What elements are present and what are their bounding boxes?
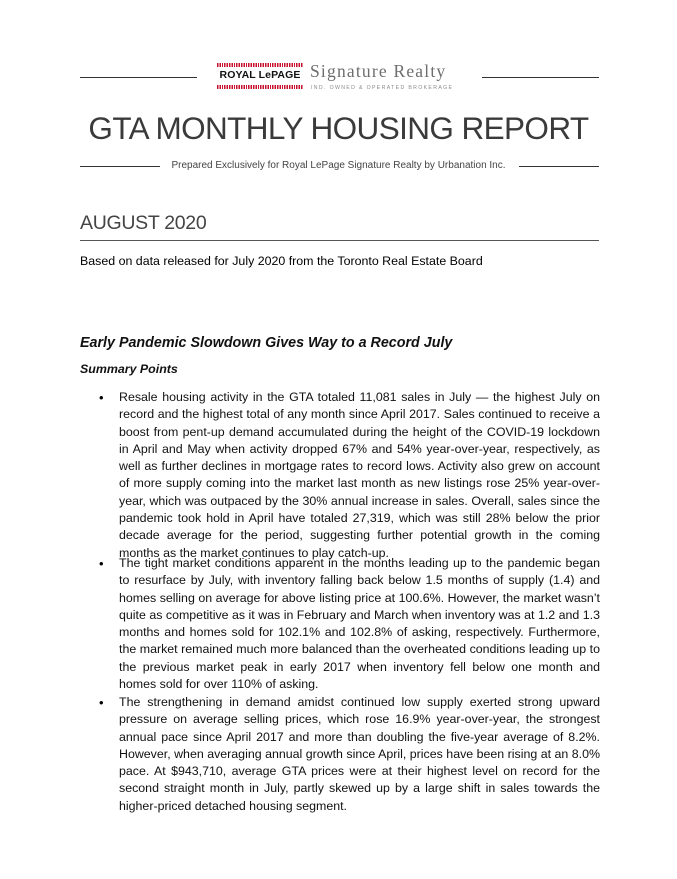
prepared-rule-right — [519, 166, 599, 167]
header-rule-left — [80, 77, 197, 78]
royal-lepage-logo — [217, 63, 303, 91]
prepared-by-line: Prepared Exclusively for Royal LePage Signature Realty by Urbanation Inc. — [171, 160, 506, 171]
report-month: AUGUST 2020 — [80, 212, 207, 234]
month-underline — [80, 240, 599, 241]
brokerage-tagline: IND. OWNED & OPERATED BROKERAGE — [311, 85, 454, 91]
bullet-icon: • — [99, 556, 104, 571]
report-title: GTA MONTHLY HOUSING REPORT — [88, 110, 589, 146]
brokerage-logo — [217, 63, 464, 95]
summary-point-1: Resale housing activity in the GTA totaled 11,081 sales in July — the highest July on record and the highest total of any month since April 2017. Sales continued to receive a boost from pent-up demand accumulated during the height of the COVID-19 lockdown in April and May when activity dropped 67% and 54% year-over-year, respectively, as well as further declines in mortgage rates to record lows. Activity also grew on account of more supply coming into the market last month as new listings rose 25% year-over-year, which was outpaced by the 30% annual increase in sales. Overall, sales since the pandemic took hold in April have totaled 27,319, which was still 28% below the prior decade average for the period, suggesting further potential growth in the coming months as the market continues to play catch-up. — [119, 390, 600, 560]
logo-bars-bottom — [217, 85, 303, 89]
brokerage-name: Signature Realty — [310, 61, 447, 81]
summary-point-2: The tight market conditions apparent in the months leading up to the pandemic began to resurface by July, with inventory falling back below 1.5 months of supply (1.4) and homes selling on average for above listing price at 100.6%. However, the market wasn’t quite as competitive as it was in February and March when inventory was at 1.2 and 1.3 months and homes sold for 102.1% and 102.8% of asking, respectively. Furthermore, the market remained much more balanced than the overheated conditions leading up to the previous market peak in early 2017 when inventory fell below one month and homes sold for over 110% of asking. — [119, 556, 600, 692]
data-source-line: Based on data released for July 2020 from the Toronto Real Estate Board — [80, 254, 483, 268]
article-headline: Early Pandemic Slowdown Gives Way to a Record July — [80, 335, 453, 351]
logo-bars-top — [217, 63, 303, 67]
summary-label: Summary Points — [80, 362, 178, 376]
summary-point-3: The strengthening in demand amidst continued low supply exerted strong upward pressure on average selling prices, which rose 16.9% year-over-year, the strongest annual pace since April 2017 and more than doubling the five-year average of 8.2%. However, when averaging annual growth since April, prices have been rising at an 8.0% pace. At $943,710, average GTA prices were at their highest level on record for the second straight month in July, partly skewed up by a large shift in sales towards the higher-priced detached housing segment. — [119, 695, 600, 813]
bullet-icon: • — [99, 695, 104, 710]
royal-lepage-wordmark: ROYAL LePAGE — [219, 69, 301, 81]
header-rule-right — [482, 77, 599, 78]
bullet-icon: • — [99, 390, 104, 405]
